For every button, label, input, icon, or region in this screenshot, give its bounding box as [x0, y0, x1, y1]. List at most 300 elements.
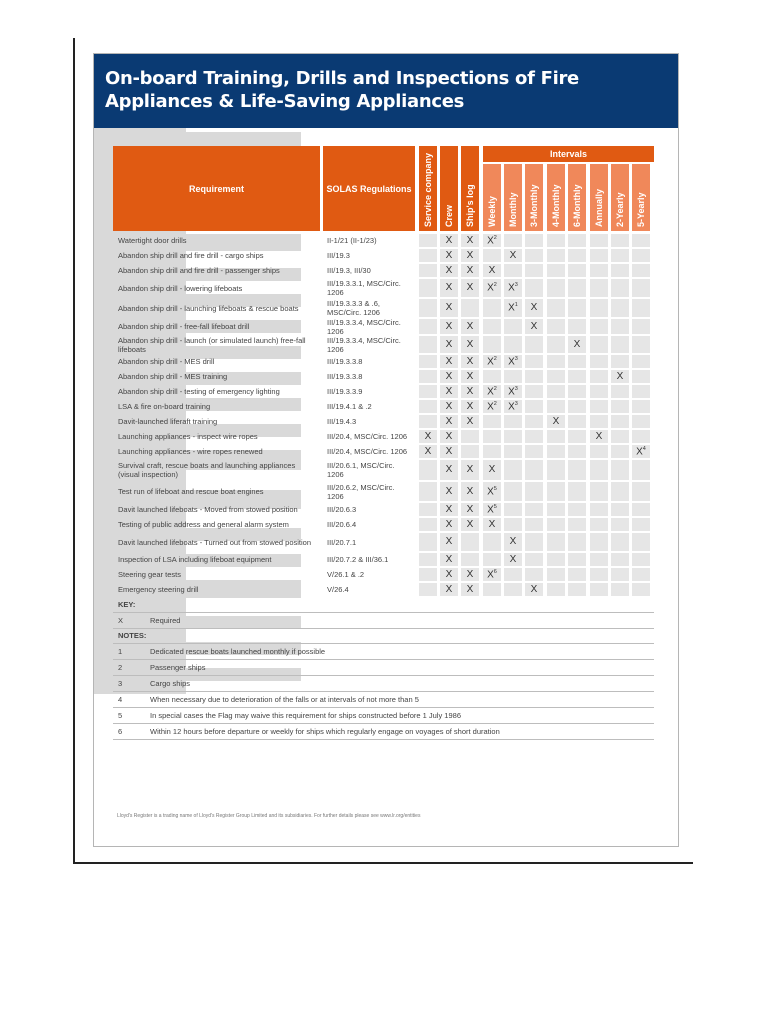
cell — [525, 234, 543, 247]
required-mark: X — [445, 320, 453, 332]
cell — [547, 355, 565, 368]
cell — [611, 533, 629, 551]
regulation-cell: III/19.3.3.9 — [327, 387, 363, 396]
cell — [504, 583, 522, 596]
required-mark: X — [445, 400, 453, 412]
note-text: In special cases the Flag may waive this requirement for ships constructed before 1 July 1986 — [150, 711, 461, 720]
mark-symbol: X — [488, 264, 496, 276]
cell — [611, 568, 629, 581]
header-period-7 — [632, 164, 650, 231]
cell — [547, 518, 565, 531]
mark-symbol: X — [487, 234, 494, 246]
required-mark: X — [424, 445, 432, 457]
header-ships-log — [461, 146, 479, 231]
header-period-6-label: 2-Yearly — [615, 192, 625, 227]
cell — [568, 370, 586, 383]
cell — [568, 518, 586, 531]
required-mark: X — [424, 430, 432, 442]
note-ref: 3 — [514, 400, 518, 407]
regulation-cell: III/20.6.3 — [327, 505, 357, 514]
key-rule — [113, 612, 654, 613]
required-mark — [483, 464, 501, 475]
cell — [632, 355, 650, 368]
cell — [525, 249, 543, 262]
note-rule — [113, 659, 654, 660]
requirement-cell: Abandon ship drill - launch (or simulated launch) free-fall lifeboats — [118, 336, 306, 353]
cell — [632, 234, 650, 247]
requirement-header — [113, 146, 320, 231]
cell — [547, 430, 565, 443]
required-mark — [483, 519, 501, 530]
cell — [419, 415, 437, 428]
header-period-3 — [547, 164, 565, 231]
mark-symbol: X — [636, 445, 643, 457]
cell — [632, 533, 650, 551]
mark-symbol: X — [509, 553, 517, 565]
cell — [419, 249, 437, 262]
header-ships-log-label: Ship's log — [465, 184, 475, 227]
cell — [568, 430, 586, 443]
regulation-cell: II-1/21 (II-1/23) — [327, 236, 377, 245]
required-mark: X — [445, 518, 453, 530]
requirement-cell: Davit-launched liferaft training — [118, 417, 218, 426]
cell — [568, 319, 586, 334]
cell — [568, 553, 586, 566]
note-text: Within 12 hours before departure or weekly for ships which regularly engage on voyages of short duration — [150, 727, 500, 736]
cell — [568, 503, 586, 516]
cell — [419, 264, 437, 277]
cell — [547, 568, 565, 581]
required-mark: X — [466, 249, 474, 261]
note-ref: 5 — [493, 503, 497, 510]
required-mark: X — [445, 302, 453, 313]
required-mark — [483, 265, 501, 276]
cell — [568, 533, 586, 551]
requirement-cell: Abandon ship drill and fire drill - passenger ships — [118, 266, 280, 275]
required-mark — [483, 504, 501, 515]
cell — [547, 482, 565, 501]
cell — [590, 415, 608, 428]
note-ref: 3 — [514, 385, 518, 392]
required-mark — [483, 356, 501, 367]
cell — [547, 553, 565, 566]
cell — [504, 336, 522, 353]
required-mark: X — [445, 568, 453, 580]
regulation-cell: V/26.1 & .2 — [327, 570, 365, 579]
header-crew — [440, 146, 458, 231]
cell — [525, 400, 543, 413]
cell — [419, 518, 437, 531]
cell — [590, 336, 608, 353]
cell — [504, 370, 522, 383]
cell — [419, 503, 437, 516]
regulation-cell: III/19.3 — [327, 251, 350, 260]
required-mark: X — [466, 568, 474, 580]
cell — [547, 299, 565, 317]
cell — [483, 370, 501, 383]
note-ref: 4 — [642, 445, 646, 452]
required-mark — [504, 302, 522, 313]
cell — [632, 279, 650, 297]
cell — [461, 299, 479, 317]
cell — [590, 249, 608, 262]
cell — [568, 415, 586, 428]
cell — [611, 264, 629, 277]
cell — [525, 553, 543, 566]
required-mark — [483, 486, 501, 497]
required-mark: X — [466, 320, 474, 332]
requirement-cell: Emergency steering drill — [118, 585, 199, 594]
header-period-6 — [611, 164, 629, 231]
required-mark: X — [445, 370, 453, 382]
header-period-5-label: Annually — [594, 188, 604, 227]
cell — [461, 430, 479, 443]
regulation-cell: III/20.4, MSC/Circ. 1206 — [327, 432, 408, 441]
requirement-cell: Abandon ship drill and fire drill - cargo ships — [118, 251, 264, 260]
cell — [504, 482, 522, 501]
required-mark — [525, 584, 543, 595]
regulation-cell: V/26.4 — [327, 585, 349, 594]
cell — [419, 460, 437, 480]
cell — [611, 336, 629, 353]
mark-symbol: X — [487, 355, 494, 367]
header-period-0 — [483, 164, 501, 231]
regulation-cell: III/19.3.3.4, MSC/Circ. 1206 — [327, 336, 401, 353]
mark-symbol: X — [530, 302, 538, 313]
required-mark: X — [466, 400, 474, 412]
requirement-cell: Abandon ship drill - launching lifeboats & rescue boats — [118, 303, 299, 313]
cell — [632, 400, 650, 413]
cell — [419, 319, 437, 334]
note-text: Cargo ships — [150, 679, 191, 688]
required-mark: X — [445, 249, 453, 261]
required-mark: X — [445, 282, 453, 293]
cell — [483, 553, 501, 566]
mark-symbol: X — [487, 385, 494, 397]
cell — [419, 553, 437, 566]
requirement-cell: Steering gear tests — [118, 570, 181, 579]
note-rule — [113, 691, 654, 692]
cell — [525, 430, 543, 443]
cell — [525, 503, 543, 516]
required-mark: X — [466, 370, 474, 382]
requirement-cell: Test run of lifeboat and rescue boat engines — [118, 487, 264, 496]
mark-symbol: X — [487, 400, 494, 412]
cell — [568, 234, 586, 247]
header-period-5 — [590, 164, 608, 231]
cell — [632, 415, 650, 428]
required-mark — [590, 431, 608, 442]
cell — [590, 355, 608, 368]
required-mark: X — [466, 234, 474, 246]
mark-symbol: X — [508, 302, 515, 314]
cell — [611, 430, 629, 443]
cell — [611, 553, 629, 566]
cell — [611, 234, 629, 247]
requirement-cell: Davit launched lifeboats - Moved from stowed position — [118, 505, 298, 514]
required-mark: X — [466, 464, 474, 475]
cell — [547, 400, 565, 413]
cell — [632, 249, 650, 262]
cell — [547, 234, 565, 247]
mark-symbol: X — [509, 536, 517, 547]
mark-symbol: X — [530, 320, 538, 332]
required-mark — [504, 282, 522, 293]
regulation-cell: III/20.6.2, MSC/Circ. 1206 — [327, 482, 395, 501]
cell — [590, 518, 608, 531]
cell — [504, 568, 522, 581]
required-mark: X — [445, 355, 453, 367]
requirement-cell: Watertight door drills — [118, 236, 187, 245]
header-service-company-label: Service company — [423, 152, 433, 227]
cell — [547, 445, 565, 458]
page-title: On-board Training, Drills and Inspections of Fire Appliances & Life-Saving Appliances — [105, 68, 579, 112]
requirement-cell: Inspection of LSA including lifeboat equipment — [118, 555, 272, 564]
cell — [611, 249, 629, 262]
required-mark: X — [445, 385, 453, 397]
required-mark — [525, 302, 543, 313]
cell — [419, 400, 437, 413]
required-mark — [483, 386, 501, 397]
cell — [632, 299, 650, 317]
cell — [525, 445, 543, 458]
cell — [568, 249, 586, 262]
cell — [547, 319, 565, 334]
cell — [568, 279, 586, 297]
cell — [590, 568, 608, 581]
cell — [504, 445, 522, 458]
cell — [504, 430, 522, 443]
mark-symbol: X — [573, 338, 581, 350]
mark-symbol: X — [488, 518, 496, 530]
cell — [611, 400, 629, 413]
page-bottom-rule — [73, 862, 693, 864]
cell — [419, 234, 437, 247]
cell — [611, 319, 629, 334]
cell — [611, 518, 629, 531]
cell — [632, 430, 650, 443]
cell — [483, 319, 501, 334]
key-heading: KEY: — [118, 600, 136, 609]
note-ref: 2 — [493, 282, 497, 288]
note-text: When necessary due to deterioration of the falls or at intervals of not more than 5 — [150, 695, 419, 704]
note-ref: 2 — [493, 400, 497, 407]
cell — [483, 336, 501, 353]
cell — [590, 533, 608, 551]
cell — [483, 299, 501, 317]
required-mark: X — [466, 518, 474, 530]
required-mark: X — [445, 430, 453, 442]
required-mark — [547, 416, 565, 427]
regulation-cell: III/20.7.1 — [327, 537, 357, 547]
note-ref: 3 — [514, 282, 518, 288]
cell — [590, 460, 608, 480]
required-mark — [504, 401, 522, 412]
mark-symbol: X — [552, 415, 560, 427]
required-mark — [611, 371, 629, 382]
cell — [504, 415, 522, 428]
requirement-header-label: Requirement — [188, 183, 244, 194]
required-mark — [504, 386, 522, 397]
requirement-cell: Abandon ship drill - free-fall lifeboat drill — [118, 322, 250, 331]
cell — [590, 299, 608, 317]
requirement-cell: Abandon ship drill - lowering lifeboats — [118, 283, 243, 293]
cell — [419, 279, 437, 297]
cell — [504, 503, 522, 516]
cell — [568, 568, 586, 581]
regulation-cell: III/20.4, MSC/Circ. 1206 — [327, 447, 408, 456]
note-number: 6 — [118, 727, 123, 736]
page-left-rule — [73, 38, 75, 864]
cell — [590, 385, 608, 398]
mark-symbol: X — [509, 249, 517, 261]
cell — [483, 533, 501, 551]
cell — [568, 264, 586, 277]
note-ref: 2 — [493, 355, 497, 362]
mark-symbol: X — [508, 385, 515, 397]
header-period-1-label: Monthly — [508, 192, 518, 227]
regulations-header-label: SOLAS Regulations — [326, 183, 412, 194]
cell — [461, 445, 479, 458]
note-ref: 2 — [493, 234, 497, 241]
required-mark — [504, 250, 522, 261]
cell — [419, 385, 437, 398]
cell — [632, 583, 650, 596]
cell — [632, 460, 650, 480]
note-number: 4 — [118, 695, 123, 704]
cell — [504, 264, 522, 277]
header-service-company — [419, 146, 437, 231]
cell — [419, 370, 437, 383]
cell — [611, 503, 629, 516]
header-period-2 — [525, 164, 543, 231]
cell — [568, 400, 586, 413]
cell — [568, 299, 586, 317]
cell — [590, 279, 608, 297]
required-mark — [483, 569, 501, 580]
cell — [483, 445, 501, 458]
note-ref: 6 — [493, 568, 497, 575]
cell — [525, 533, 543, 551]
required-mark — [632, 446, 650, 457]
required-mark: X — [445, 553, 453, 565]
mark-symbol: X — [508, 400, 515, 412]
cell — [632, 264, 650, 277]
required-mark: X — [445, 485, 453, 497]
cell — [483, 583, 501, 596]
requirement-cell: Abandon ship drill - MES training — [118, 372, 228, 381]
cell — [590, 370, 608, 383]
required-mark — [483, 282, 501, 293]
header-period-0-label: Weekly — [487, 196, 497, 227]
cell — [632, 568, 650, 581]
cell — [525, 518, 543, 531]
note-rule — [113, 739, 654, 740]
requirement-cell: Davit launched lifeboats - Turned out from stowed position — [118, 537, 312, 547]
required-mark: X — [466, 282, 474, 293]
cell — [611, 385, 629, 398]
cell — [419, 568, 437, 581]
required-mark: X — [466, 485, 474, 497]
cell — [590, 400, 608, 413]
required-mark: X — [445, 503, 453, 515]
note-ref: 2 — [493, 385, 497, 392]
cell — [568, 482, 586, 501]
cell — [632, 482, 650, 501]
cell — [632, 553, 650, 566]
cell — [525, 482, 543, 501]
cell — [611, 482, 629, 501]
cell — [590, 553, 608, 566]
cell — [525, 264, 543, 277]
required-mark: X — [466, 355, 474, 367]
cell — [611, 355, 629, 368]
regulation-cell: III/19.4.3 — [327, 417, 357, 426]
note-rule — [113, 675, 654, 676]
required-mark — [504, 536, 522, 547]
requirement-cell: Testing of public address and general alarm system — [118, 520, 289, 529]
header-period-4 — [568, 164, 586, 231]
cell — [525, 279, 543, 297]
cell — [525, 370, 543, 383]
header-period-7-label: 5-Yearly — [636, 192, 646, 227]
required-mark: X — [466, 385, 474, 397]
mark-symbol: X — [508, 282, 515, 294]
cell — [547, 583, 565, 596]
cell — [419, 482, 437, 501]
regulation-cell: III/19.3.3.3 & .6, MSC/Circ. 1206 — [327, 299, 380, 317]
cell — [461, 533, 479, 551]
required-mark — [504, 554, 522, 565]
cell — [611, 415, 629, 428]
footer-note: Lloyd's Register is a trading name of Lloyd's Register Group Limited and its subsidiaries. For further details please see www.lr.org/entities — [117, 813, 421, 819]
required-mark — [504, 356, 522, 367]
note-ref: 1 — [514, 302, 518, 308]
mark-symbol: X — [487, 568, 494, 580]
cell — [568, 355, 586, 368]
cell — [632, 336, 650, 353]
cell — [419, 533, 437, 551]
mark-symbol: X — [508, 355, 515, 367]
cell — [611, 299, 629, 317]
note-text: Passenger ships — [150, 663, 206, 672]
required-mark: X — [445, 464, 453, 475]
cell — [632, 518, 650, 531]
note-number: 5 — [118, 711, 123, 720]
cell — [632, 370, 650, 383]
note-text: Dedicated rescue boats launched monthly if possible — [150, 647, 326, 656]
notes-heading: NOTES: — [118, 631, 147, 640]
required-mark: X — [466, 503, 474, 515]
cell — [568, 583, 586, 596]
note-ref: 5 — [493, 485, 497, 492]
required-mark: X — [445, 234, 453, 246]
note-rule — [113, 707, 654, 708]
cell — [547, 503, 565, 516]
cell — [568, 385, 586, 398]
required-mark: X — [466, 415, 474, 427]
cell — [632, 503, 650, 516]
note-rule — [113, 723, 654, 724]
cell — [590, 482, 608, 501]
regulation-cell: III/20.6.1, MSC/Circ. 1206 — [327, 461, 395, 479]
key-rule — [113, 628, 654, 629]
cell — [611, 445, 629, 458]
requirement-cell: Abandon ship drill - MES drill — [118, 357, 215, 366]
cell — [590, 583, 608, 596]
regulation-cell: III/19.3.3.8 — [327, 357, 363, 366]
header-crew-label: Crew — [444, 204, 454, 227]
